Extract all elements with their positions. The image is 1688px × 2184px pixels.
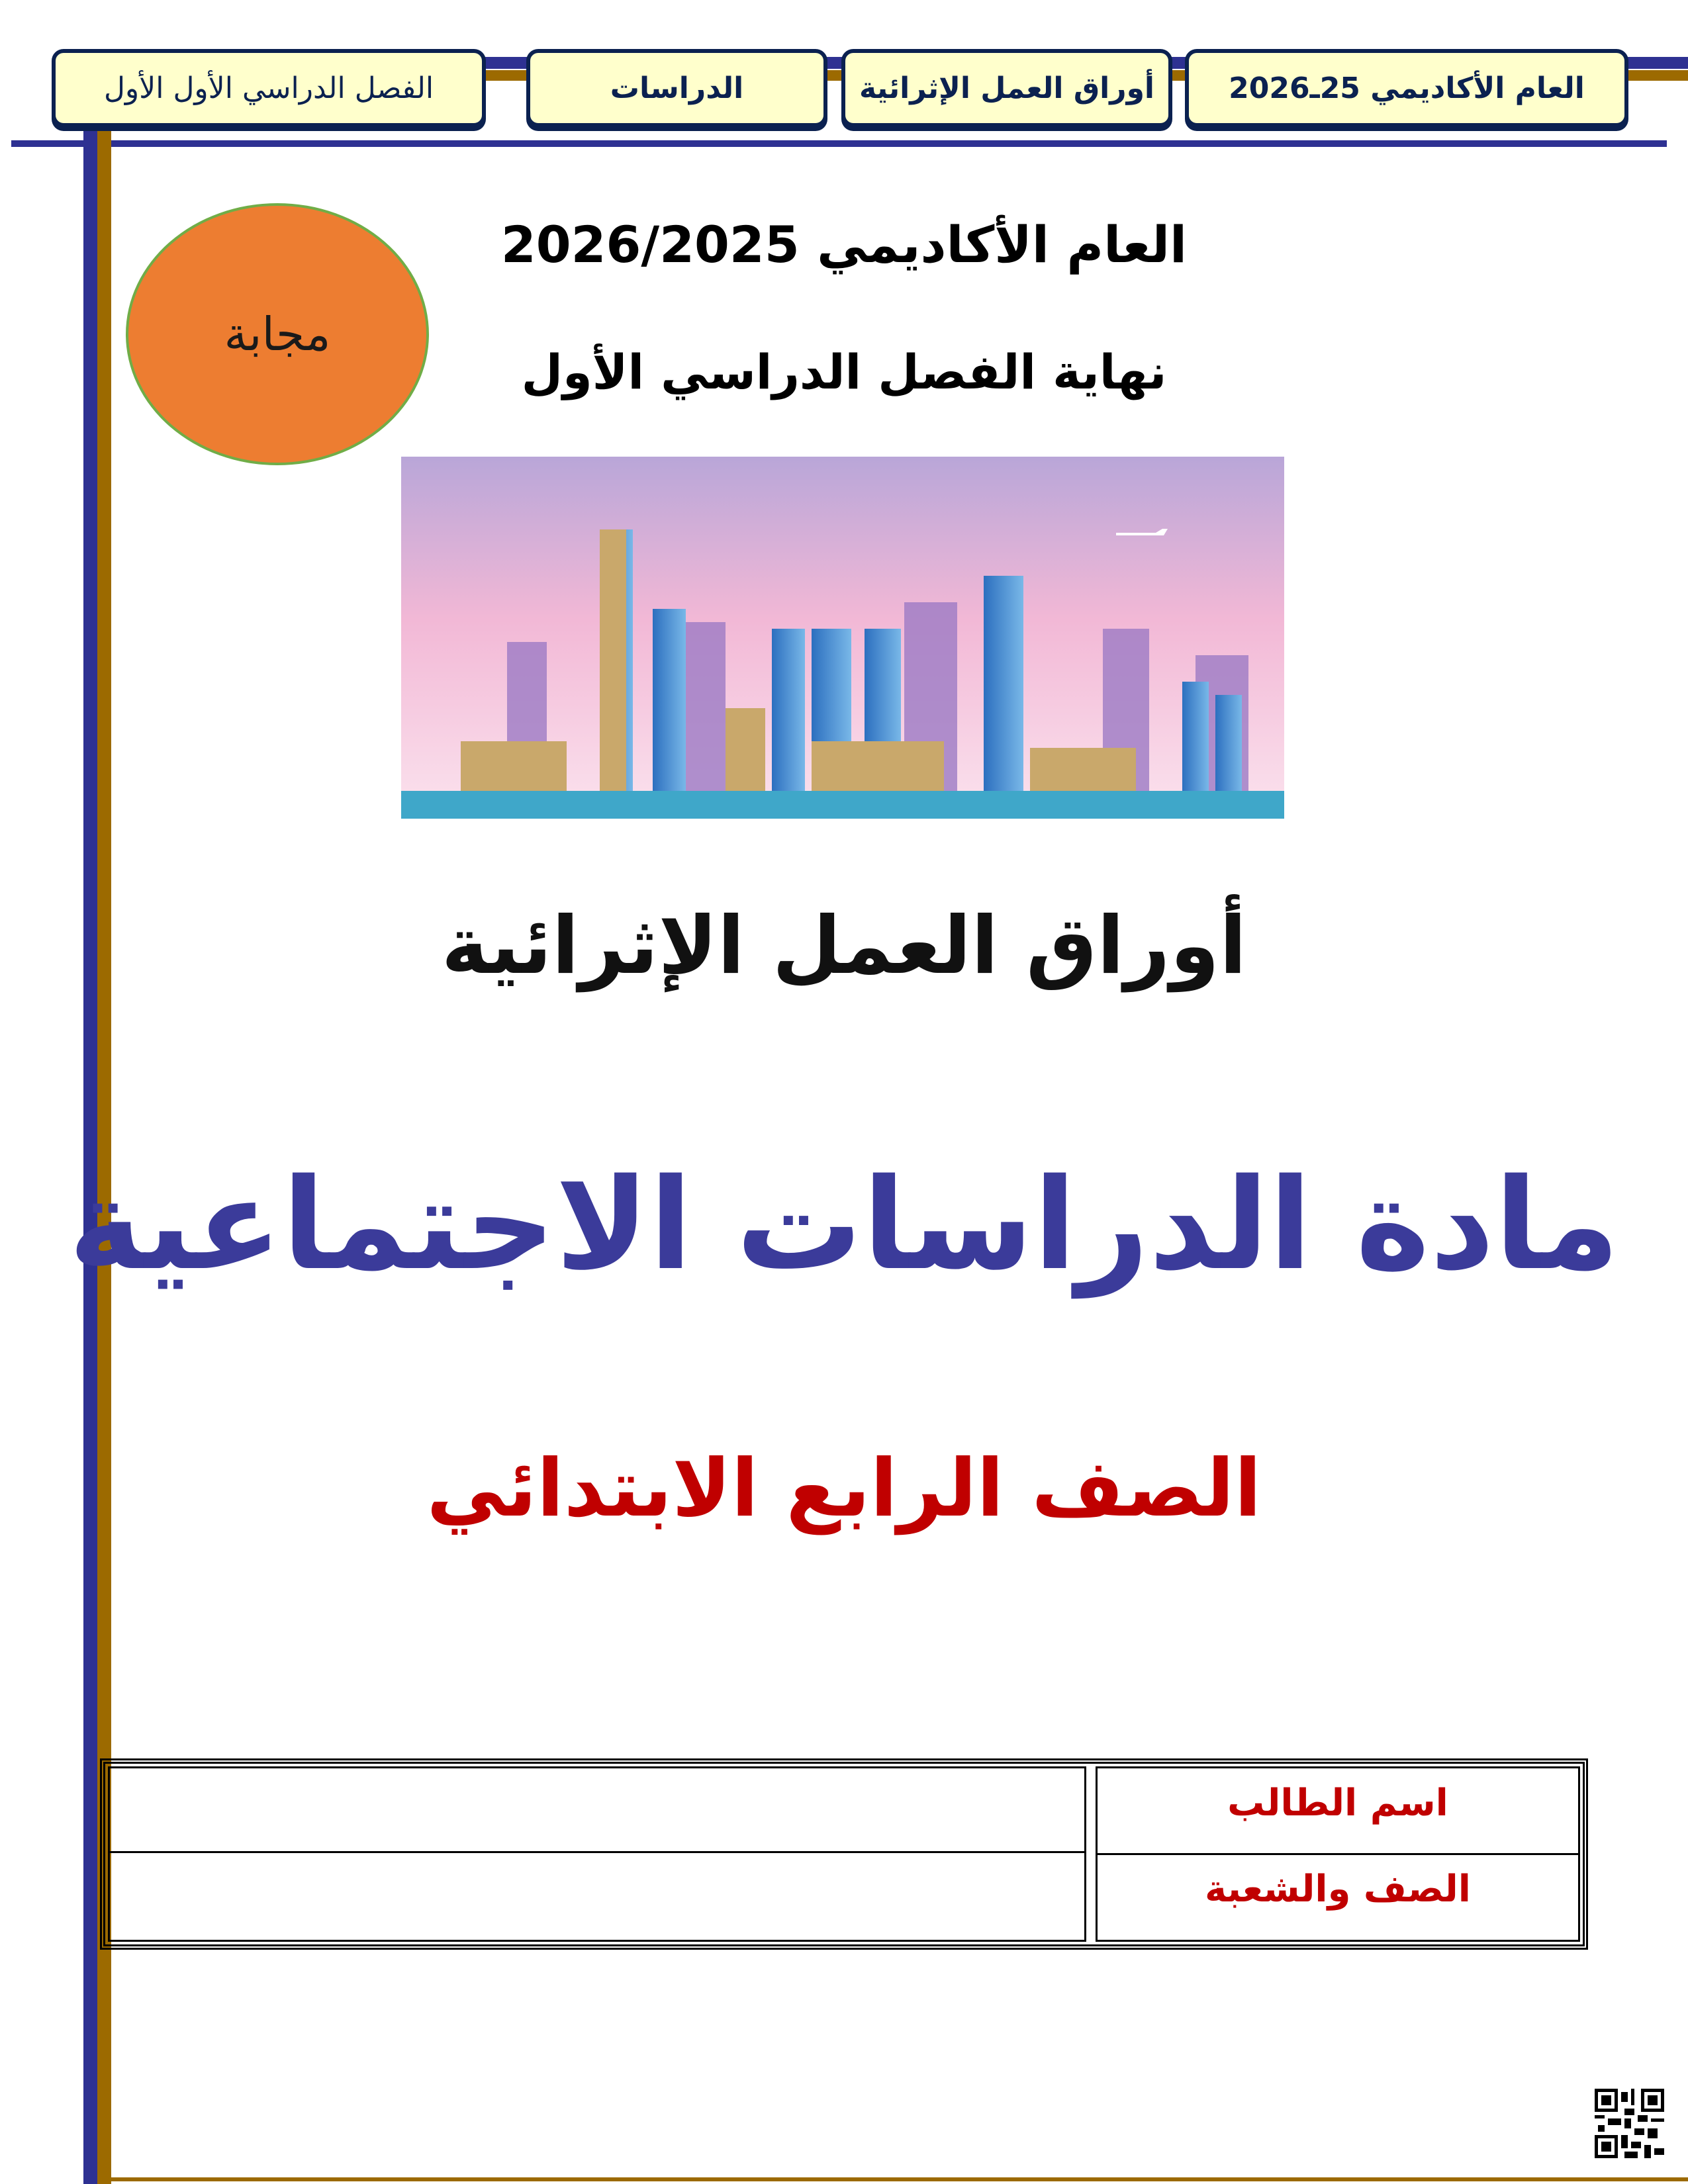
student-info-table (100, 1758, 1588, 1950)
value-column (108, 1766, 1086, 1942)
header-underline (11, 140, 1667, 147)
label-column (1096, 1766, 1580, 1942)
qr-code (1595, 2089, 1664, 2158)
student-name-field[interactable] (110, 1768, 1084, 1853)
city-skyline-image (401, 457, 1284, 819)
class-section-field[interactable] (110, 1853, 1084, 1939)
worksheets-title: أوراق العمل الإثرائية (441, 900, 1247, 992)
header-subject: الدراسات (526, 49, 827, 127)
header-worksheets: أوراق العمل الإثرائية (841, 49, 1172, 127)
bottom-gold-line (111, 2177, 1688, 2181)
grade-title: الصف الرابع الابتدائي (426, 1443, 1262, 1535)
answered-badge-label: مجابة (224, 307, 331, 361)
academic-year-title: العام الأكاديمي 2026/2025 (500, 215, 1188, 274)
term-title: نهاية الفصل الدراسي الأول (521, 344, 1167, 400)
class-section-label: الصف والشعبة (1204, 1868, 1472, 1911)
header-academic-year: العام الأكاديمي 25ـ2026 (1185, 49, 1628, 127)
student-name-label: اسم الطالب (1227, 1782, 1448, 1825)
row-divider (1098, 1853, 1578, 1855)
subject-title: مادة الدراسات الاجتماعية (68, 1152, 1620, 1298)
header-semester: الفصل الدراسي الأول الأول (52, 49, 486, 127)
